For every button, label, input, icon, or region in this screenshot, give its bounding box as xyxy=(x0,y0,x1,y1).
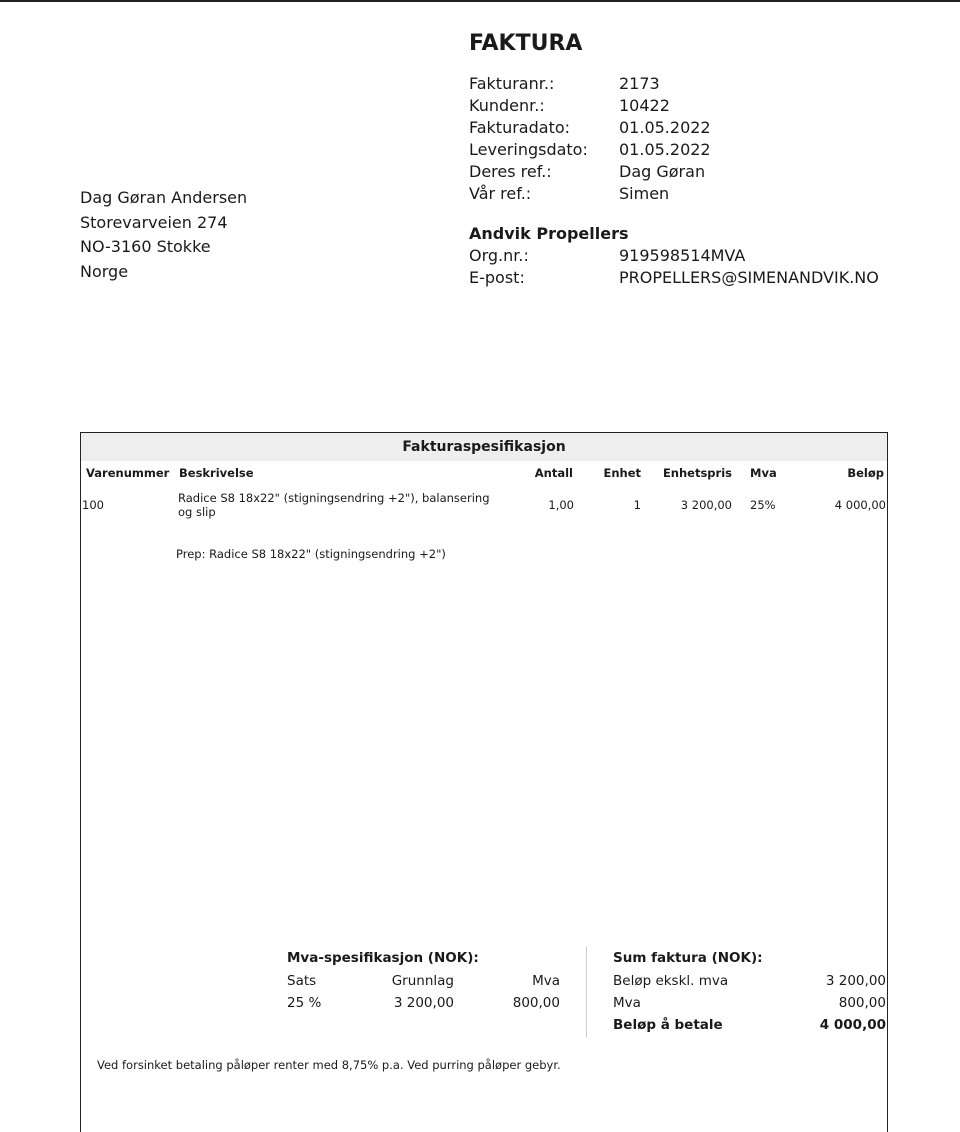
sum-value-total: 4 000,00 xyxy=(819,1017,886,1033)
seller-label: Org.nr.: xyxy=(469,246,529,265)
vat-amount: 800,00 xyxy=(512,995,560,1011)
meta-label: Leveringsdato: xyxy=(469,140,588,159)
col-header-amount: Beløp xyxy=(847,466,884,480)
customer-street: Storevarveien 274 xyxy=(80,212,228,232)
vat-rate: 25 % xyxy=(287,995,322,1011)
meta-label: Fakturadato: xyxy=(469,118,571,137)
meta-value: 01.05.2022 xyxy=(619,140,711,159)
meta-row-invoice-number xyxy=(469,73,711,95)
meta-row-invoice-date xyxy=(469,117,711,139)
invoice-title: FAKTURA xyxy=(469,31,583,56)
meta-value: Dag Gøran xyxy=(619,162,706,181)
meta-label: Vår ref.: xyxy=(469,184,532,203)
vat-spec-title: Mva-spesifikasjon (NOK): xyxy=(287,950,479,966)
line-amount: 4 000,00 xyxy=(834,498,886,512)
seller-value: PROPELLERS@SIMENANDVIK.NO xyxy=(619,268,879,287)
seller-name: Andvik Propellers xyxy=(469,224,629,243)
vat-header-rate: Sats xyxy=(287,973,317,989)
vat-base: 3 200,00 xyxy=(393,995,454,1011)
sum-label-total: Beløp å betale xyxy=(613,1017,723,1033)
col-header-unit-price: Enhetspris xyxy=(662,466,732,480)
prep-note: Prep: Radice S8 18x22" (stigningsendring +2") xyxy=(176,547,446,561)
line-quantity: 1,00 xyxy=(548,498,574,512)
meta-value: 10422 xyxy=(619,96,670,115)
seller-label: E-post: xyxy=(469,268,525,287)
sum-value-vat: 800,00 xyxy=(838,995,886,1011)
meta-value: 2173 xyxy=(619,74,660,93)
meta-row-delivery-date xyxy=(469,139,711,161)
spec-title: Fakturaspesifikasjon xyxy=(81,433,887,461)
meta-value: Simen xyxy=(619,184,670,203)
sum-title: Sum faktura (NOK): xyxy=(613,950,763,966)
meta-label: Fakturanr.: xyxy=(469,74,555,93)
vat-header-vat: Mva xyxy=(532,973,560,989)
seller-row-org xyxy=(469,245,879,267)
meta-row-our-ref xyxy=(469,183,711,205)
customer-name: Dag Gøran Andersen xyxy=(80,188,248,207)
col-header-item-number: Varenummer xyxy=(86,466,170,480)
meta-label: Kundenr.: xyxy=(469,96,545,115)
seller-details xyxy=(469,245,879,289)
col-header-quantity: Antall xyxy=(534,466,573,480)
meta-row-your-ref xyxy=(469,161,711,183)
top-border xyxy=(0,0,960,2)
customer-postal: NO-3160 Stokke xyxy=(80,237,211,256)
col-header-unit: Enhet xyxy=(603,466,641,480)
line-item-number: 100 xyxy=(82,498,104,512)
sum-label-excl-vat: Beløp ekskl. mva xyxy=(613,973,729,989)
col-header-vat: Mva xyxy=(750,466,777,480)
seller-row-email xyxy=(469,267,879,289)
meta-label: Deres ref.: xyxy=(469,162,552,181)
invoice-specification xyxy=(80,432,888,1132)
meta-row-customer-number xyxy=(469,95,711,117)
line-description: Radice S8 18x22" (stigningsendring +2"), balansering og slip xyxy=(178,491,490,519)
seller-value: 919598514MVA xyxy=(619,246,746,265)
invoice-meta xyxy=(469,73,711,205)
sum-label-vat: Mva xyxy=(613,995,641,1011)
line-unit: 1 xyxy=(633,498,641,512)
col-header-description: Beskrivelse xyxy=(179,466,254,480)
customer-address xyxy=(80,186,247,284)
customer-country: Norge xyxy=(80,261,129,281)
sum-value-excl-vat: 3 200,00 xyxy=(825,973,886,989)
vat-header-base: Grunnlag xyxy=(391,973,454,989)
summary-divider xyxy=(586,947,587,1037)
meta-value: 01.05.2022 xyxy=(619,118,711,137)
line-unit-price: 3 200,00 xyxy=(680,498,732,512)
late-payment-note: Ved forsinket betaling påløper renter med 8,75% p.a. Ved purring påløper gebyr. xyxy=(97,1058,561,1072)
line-vat: 25% xyxy=(750,498,776,512)
